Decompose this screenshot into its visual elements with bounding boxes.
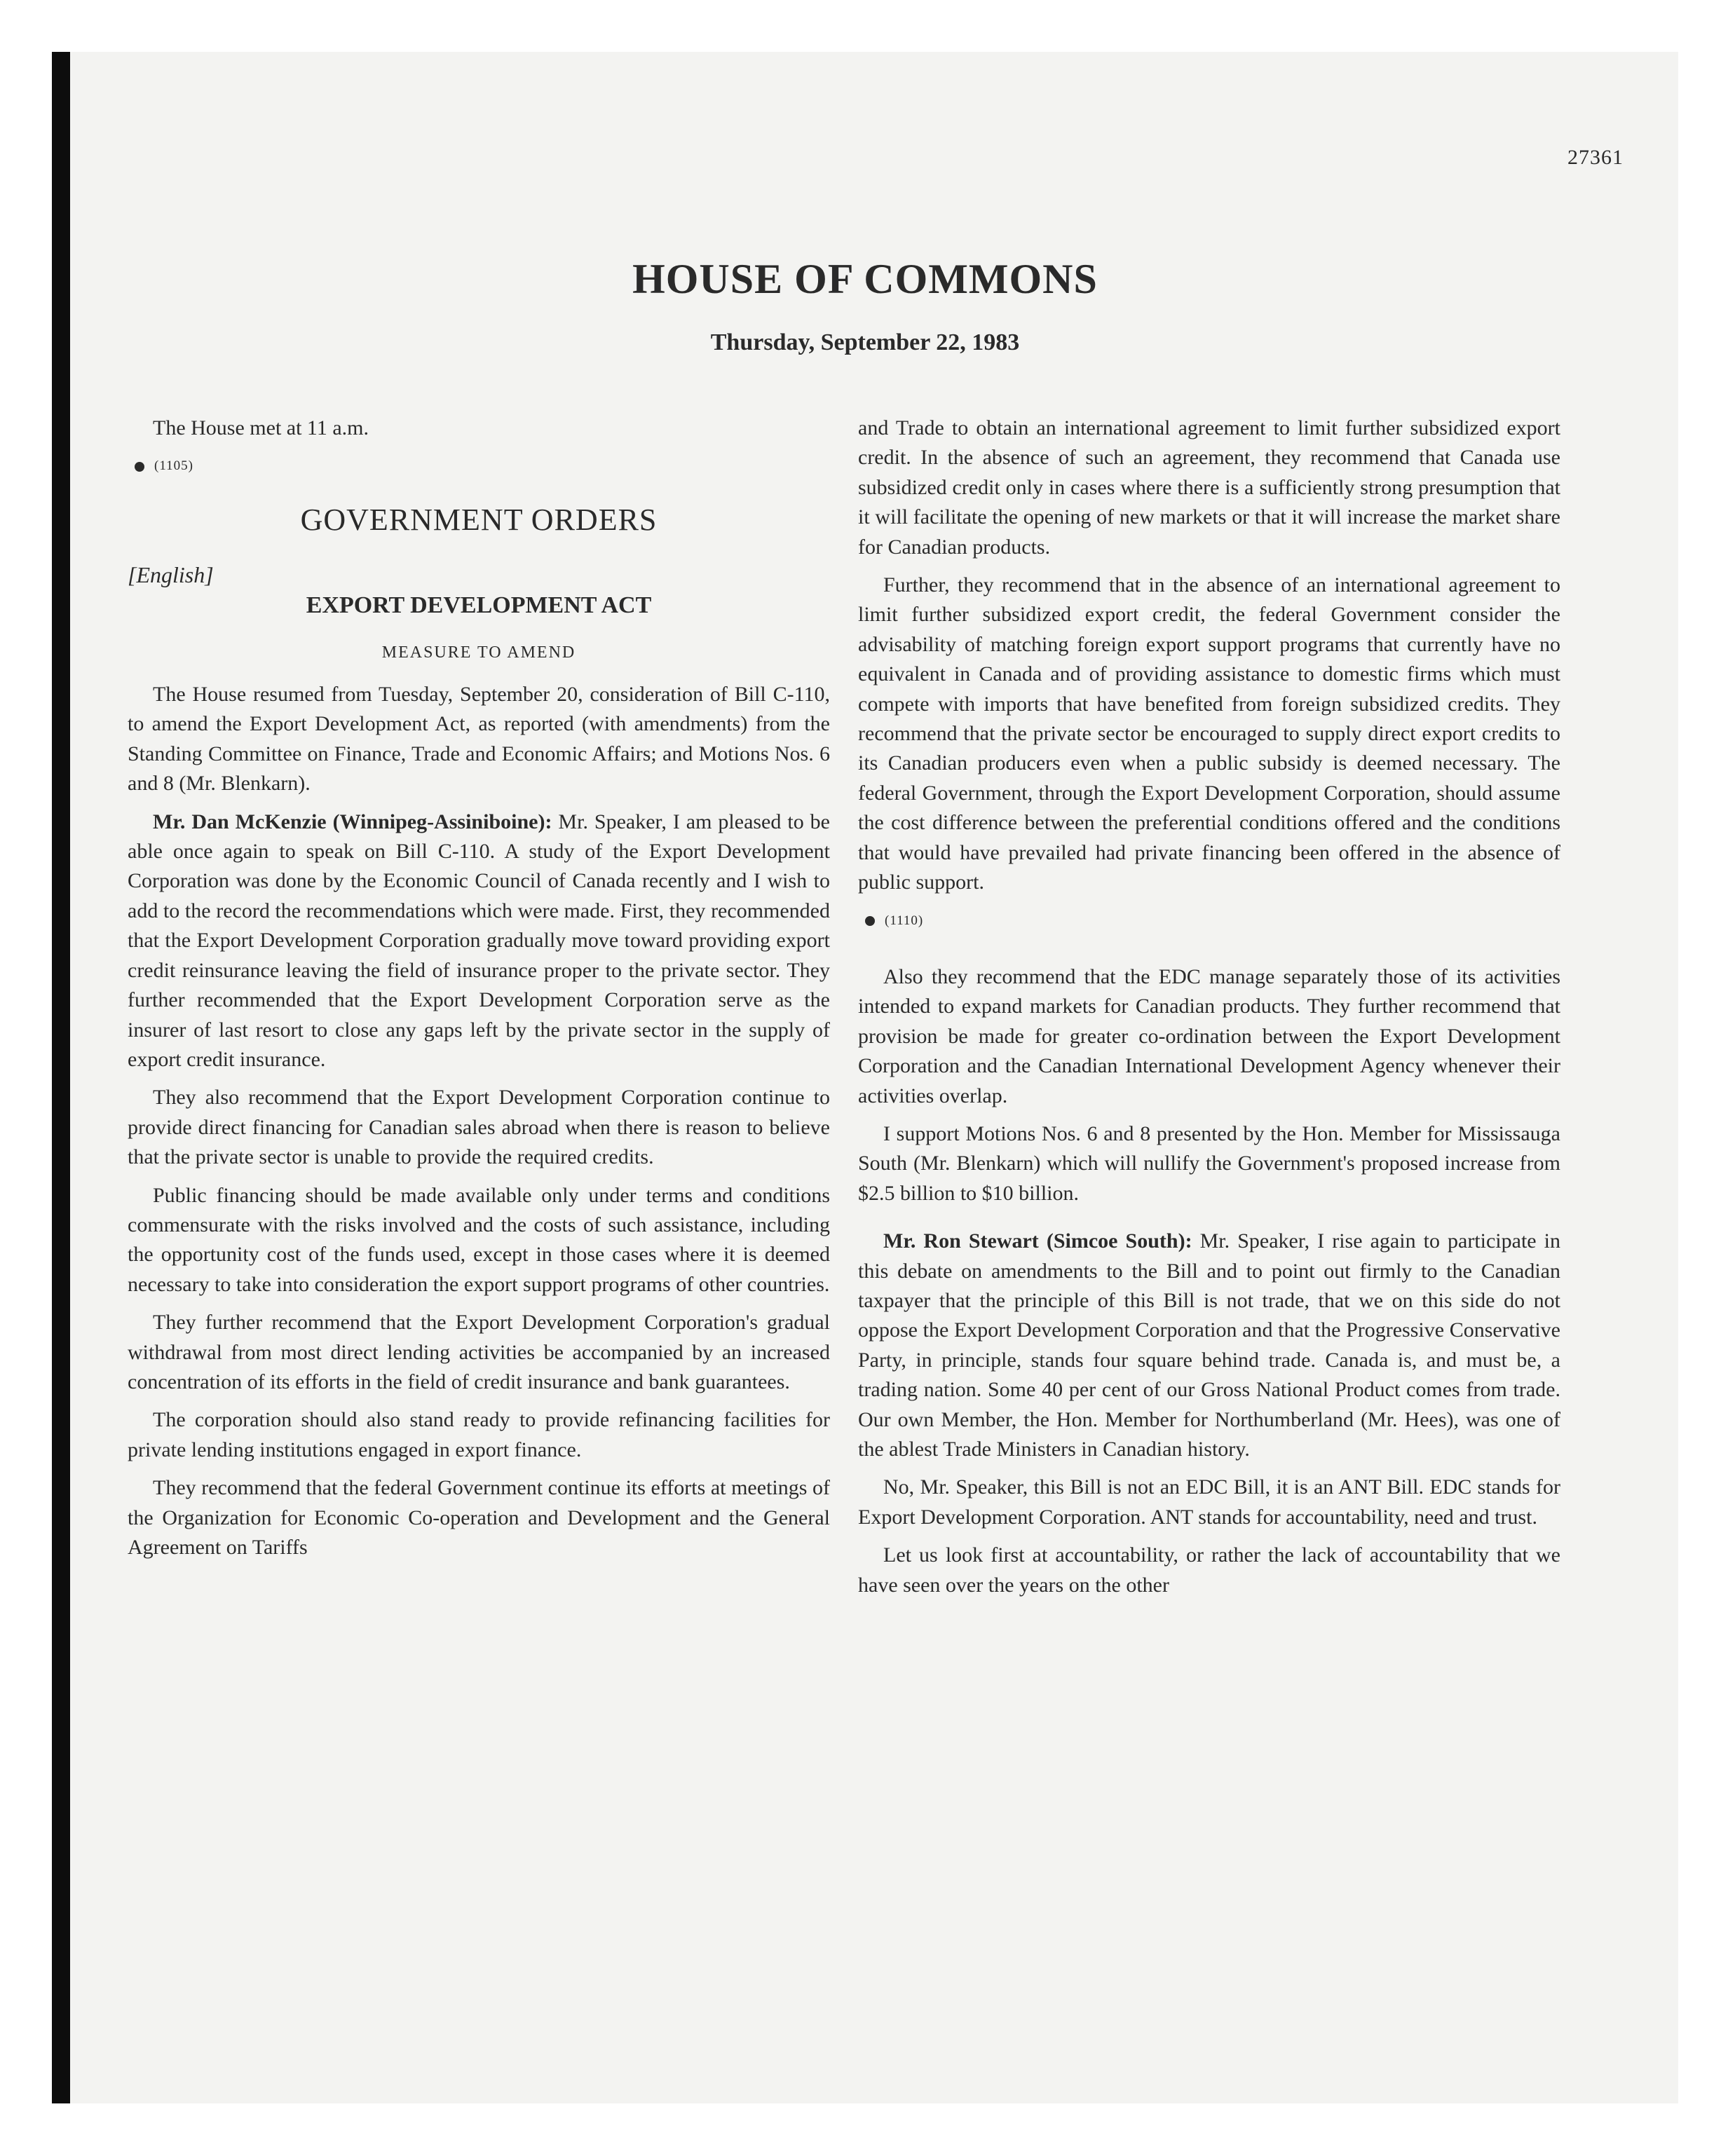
paragraph: The House resumed from Tuesday, September 20, consideration of Bill C-110, to amend the Export Development Act, as reported (with amendments) from the Standing Committee on Finance, Trade and Economic Affairs; and Motions Nos. 6 and 8 (Mr. Blenkarn). [128,683,830,796]
speech-text: Mr. Speaker, I am pleased to be able once again to speak on Bill C-110. A study of the Export Development Corporation was done by the Economic Council of Canada recently and I wish to add to the record the recommendations which were made. First, they recommended that the Export Development Corporation gradually move toward providing export credit reinsurance leaving the field of insurance proper to the private sector. They further recommended that the Export Development Corporation serve as the insurer of last resort to close any gaps left by the private sector in the supply of export credit insurance. [128,810,830,1071]
time-marker [128,451,830,481]
page-title: HOUSE OF COMMONS [632,256,1098,302]
sitting-date: Thursday, September 22, 1983 [710,329,1020,355]
time-marker-label: (1110) [885,913,924,928]
paragraph: Also they recommend that the EDC manage separately those of its activities intended to expand markets for Canadian products. They further recommend that provision be made for greater co-ordination between the Export Development Corporation and the Canadian International Development Agency whenever their activities overlap. [858,964,1560,1107]
page-number: 27361 [1567,146,1624,169]
speech-text: Mr. Speaker, I rise again to participate in this debate on amendments to the Bill and to point out firmly to the Canadian taxpayer that the principle of this Bill is not trade, that we on this side do not oppose the Export Development Corporation and that the Progressive Conservative Party, in principle, stands four square behind trade. Canada is, and must be, a trading nation. Some 40 per cent of our Gross National Product comes from trade. Our own Member, the Hon. Member for Northumberland (Mr. Hees), was one of the ablest Trade Ministers in Canadian history. [858,1229,1560,1461]
bullet-icon [865,916,875,926]
speech-paragraph [858,1227,1560,1464]
spacer [858,1217,1560,1227]
right-column [858,414,1560,1609]
left-column [128,414,830,1571]
speech-paragraph [128,807,830,1075]
binding-edge [52,52,70,2103]
paragraph: The corporation should also stand ready to provide refinancing facilities for private lending institutions engaged in export finance. [128,1408,830,1461]
paragraph: They further recommend that the Export Development Corporation's gradual withdrawal from most direct lending activities be accompanied by an increased concentration of its efforts in the field of credit insurance and bank guarantees. [128,1311,830,1393]
paragraph: Public financing should be made available only under terms and conditions commensurate with the risks involved and the costs of such assistance, including the opportunity cost of the funds used, except in those cases where it is deemed necessary to take into consideration the export support programs of other countries. [128,1183,830,1296]
paragraph: No, Mr. Speaker, this Bill is not an EDC Bill, it is an ANT Bill. EDC stands for Export Development Corporation. ANT stands for accountability, need and trust. [858,1475,1560,1529]
paragraph: I support Motions Nos. 6 and 8 presented by the Hon. Member for Mississauga South (Mr. Blenkarn) which will nullify the Government's proposed increase from $2.5 billion to $10 billion. [858,1121,1560,1205]
paragraph: Let us look first at accountability, or rather the lack of accountability that we have seen over the years on the other [858,1543,1560,1597]
language-note: [English] [128,562,214,588]
time-marker [858,906,1560,936]
bill-heading: EXPORT DEVELOPMENT ACT [306,592,652,619]
section-heading: GOVERNMENT ORDERS [300,502,658,537]
speaker-name: Mr. Ron Stewart (Simcoe South): [883,1229,1192,1253]
meeting-time: The House met at 11 a.m. [153,416,369,439]
bullet-icon [135,462,144,472]
bill-subheading: MEASURE TO AMEND [381,643,576,662]
paragraph: They recommend that the federal Government continue its efforts at meetings of the Organization for Economic Co-operation and Development and the General Agreement on Tariffs [128,1476,830,1559]
speaker-name: Mr. Dan McKenzie (Winnipeg-Assiniboine): [153,810,552,833]
paragraph: Further, they recommend that in the absence of an international agreement to limit further subsidized export credit, the federal Government consider the advisability of matching foreign export support programs that currently have no equivalent in Canada and of providing assistance to domestic firms which must compete with imports that have benefited from foreign subsidized credits. They recommend that the private sector be encouraged to supply direct export credits to its Canadian producers even when a public subsidy is deemed necessary. The federal Government, through the Export Development Corporation, should assume the cost difference between the preferential conditions offered and the conditions that would have prevailed had private financing been offered in the absence of public support. [858,573,1560,894]
paragraph: and Trade to obtain an international agreement to limit further subsidized export credit. In the absence of such an agreement, they recommend that Canada use subsidized credit only in cases where there is a sufficiently strong presumption that it will facilitate the opening of new markets or that it will increase the market share for Canadian products. [858,416,1560,559]
time-marker-label: (1105) [154,458,193,474]
paragraph: They also recommend that the Export Development Corporation continue to provide direct financing for Canadian sales abroad when there is reason to believe that the private sector is unable to provide the required credits. [128,1086,830,1169]
